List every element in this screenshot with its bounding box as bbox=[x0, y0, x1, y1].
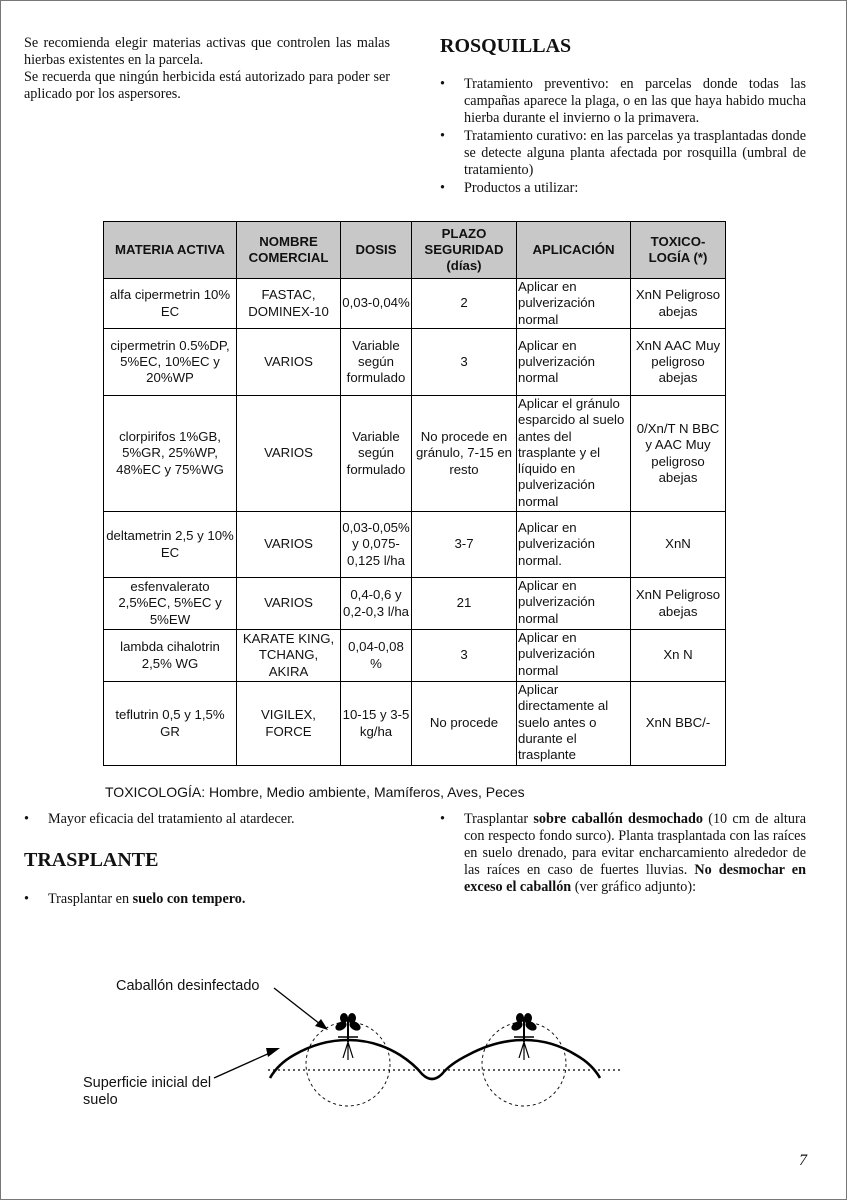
table-row bbox=[104, 329, 726, 396]
table-row bbox=[104, 512, 726, 578]
lower-left-bullets bbox=[22, 811, 392, 831]
cell-plazo: 2 bbox=[412, 279, 517, 329]
cell-dosis: 0,03-0,05% y 0,075-0,125 l/ha bbox=[341, 512, 412, 578]
col-header-nombre: NOMBRE COMERCIAL bbox=[237, 222, 341, 279]
table-row bbox=[104, 396, 726, 512]
cell-materia: esfenvalerato 2,5%EC, 5%EC y 5%EW bbox=[104, 578, 237, 630]
page-number: 7 bbox=[799, 1152, 807, 1169]
cell-materia: clorpirifos 1%GB, 5%GR, 25%WP, 48%EC y 75%WG bbox=[104, 396, 237, 512]
cell-nombre: VARIOS bbox=[237, 512, 341, 578]
cell-dosis: Variable según formulado bbox=[341, 329, 412, 396]
cell-plazo: 21 bbox=[412, 578, 517, 630]
arrow-superficie bbox=[214, 1052, 272, 1078]
intro-paragraph-2: Se recuerda que ningún herbicida está autorizado para poder ser aplicado por los aspersores. bbox=[24, 69, 390, 102]
cell-aplicacion: Aplicar el gránulo esparcido al suelo antes del trasplante y el líquido en pulverización normal bbox=[517, 396, 631, 512]
table-row bbox=[104, 682, 726, 766]
cell-nombre: KARATE KING, TCHANG, AKIRA bbox=[237, 630, 341, 682]
cell-plazo: 3 bbox=[412, 329, 517, 396]
col-header-plazo: PLAZO SEGURIDAD (días) bbox=[412, 222, 517, 279]
cell-aplicacion: Aplicar en pulverización normal bbox=[517, 630, 631, 682]
cell-nombre: FASTAC, DOMINEX-10 bbox=[237, 279, 341, 329]
cell-dosis: 10-15 y 3-5 kg/ha bbox=[341, 682, 412, 766]
diagram-label-caballon: Caballón desinfectado bbox=[116, 978, 260, 994]
ridge-diagram bbox=[0, 960, 847, 1120]
cell-materia: cipermetrin 0.5%DP, 5%EC, 10%EC y 20%WP bbox=[104, 329, 237, 396]
diagram-label-superficie-line2: suelo bbox=[83, 1092, 118, 1108]
intro-paragraph-1: Se recomienda elegir materias activas que controlen las malas hierbas existentes en la parcela. bbox=[24, 35, 390, 68]
plant-icon bbox=[334, 1013, 362, 1060]
list-item: • Productos a utilizar: bbox=[440, 180, 579, 196]
cell-materia: deltametrin 2,5 y 10% EC bbox=[104, 512, 237, 578]
ridge-profile bbox=[270, 1040, 600, 1079]
cell-aplicacion: Aplicar en pulverización normal bbox=[517, 578, 631, 630]
cell-plazo: 3-7 bbox=[412, 512, 517, 578]
trasplante-bullets bbox=[22, 891, 392, 911]
intro-text bbox=[24, 35, 390, 103]
list-item: • Tratamiento preventivo: en parcelas donde todas las campañas aparece la plaga, o en las que haya habido mucha hierba durante el invierno o la primavera. bbox=[440, 76, 806, 126]
cell-plazo: No procede bbox=[412, 682, 517, 766]
cell-toxicologia: XnN BBC/- bbox=[631, 682, 726, 766]
arrow-head bbox=[266, 1048, 280, 1057]
col-header-aplicacion: APLICACIÓN bbox=[517, 222, 631, 279]
products-table bbox=[103, 221, 726, 766]
cell-toxicologia: XnN Peligroso abejas bbox=[631, 578, 726, 630]
cell-dosis: 0,4-0,6 y 0,2-0,3 l/ha bbox=[341, 578, 412, 630]
arrow-caballon bbox=[274, 988, 320, 1024]
cell-toxicologia: 0/Xn/T N BBC y AAC Muy peligroso abejas bbox=[631, 396, 726, 512]
cell-nombre: VARIOS bbox=[237, 396, 341, 512]
col-header-materia: MATERIA ACTIVA bbox=[104, 222, 237, 279]
cell-toxicologia: XnN AAC Muy peligroso abejas bbox=[631, 329, 726, 396]
rosquillas-bullets bbox=[438, 76, 806, 200]
cell-toxicologia: Xn N bbox=[631, 630, 726, 682]
cell-aplicacion: Aplicar directamente al suelo antes o durante el trasplante bbox=[517, 682, 631, 766]
plant-icon bbox=[510, 1013, 538, 1060]
section-title-rosquillas: ROSQUILLAS bbox=[440, 35, 572, 57]
col-header-toxicologia: TOXICO-LOGÍA (*) bbox=[631, 222, 726, 279]
table-row bbox=[104, 279, 726, 329]
cell-materia: lambda cihalotrin 2,5% WG bbox=[104, 630, 237, 682]
table-row bbox=[104, 630, 726, 682]
cell-aplicacion: Aplicar en pulverización normal bbox=[517, 329, 631, 396]
list-item: • Mayor eficacia del tratamiento al atardecer. bbox=[24, 811, 295, 827]
cell-aplicacion: Aplicar en pulverización normal. bbox=[517, 512, 631, 578]
cell-plazo: 3 bbox=[412, 630, 517, 682]
cell-dosis: 0,03-0,04% bbox=[341, 279, 412, 329]
cell-nombre: VIGILEX, FORCE bbox=[237, 682, 341, 766]
cell-plazo: No procede en gránulo, 7-15 en resto bbox=[412, 396, 517, 512]
toxicology-note: TOXICOLOGÍA: Hombre, Medio ambiente, Mamíferos, Aves, Peces bbox=[105, 784, 525, 800]
cell-dosis: Variable según formulado bbox=[341, 396, 412, 512]
cell-aplicacion: Aplicar en pulverización normal bbox=[517, 279, 631, 329]
table-header-row bbox=[104, 222, 726, 279]
col-header-dosis: DOSIS bbox=[341, 222, 412, 279]
cell-dosis: 0,04-0,08 % bbox=[341, 630, 412, 682]
section-title-trasplante: TRASPLANTE bbox=[24, 849, 159, 871]
lower-right-bullets bbox=[438, 811, 806, 899]
table-row bbox=[104, 578, 726, 630]
cell-nombre: VARIOS bbox=[237, 578, 341, 630]
list-item: • Trasplantar sobre caballón desmochado (10 cm de altura con respecto fondo surco). Planta trasplantada con las raíces en suelo drenado, para evitar encharcamiento alrededor de las raíces en caso de fuertes lluvias. No desmochar en exceso el caballón (ver gráfico adjunto): bbox=[440, 811, 806, 895]
diagram-label-superficie-line1: Superficie inicial del bbox=[83, 1075, 212, 1091]
cell-toxicologia: XnN Peligroso abejas bbox=[631, 279, 726, 329]
cell-materia: alfa cipermetrin 10% EC bbox=[104, 279, 237, 329]
cell-nombre: VARIOS bbox=[237, 329, 341, 396]
list-item: • Tratamiento curativo: en las parcelas ya trasplantadas donde se detecte alguna planta afectada por rosquilla (umbral de tratamiento) bbox=[440, 128, 806, 178]
list-item: • Trasplantar en suelo con tempero. bbox=[24, 891, 246, 907]
cell-materia: teflutrin 0,5 y 1,5% GR bbox=[104, 682, 237, 766]
cell-toxicologia: XnN bbox=[631, 512, 726, 578]
